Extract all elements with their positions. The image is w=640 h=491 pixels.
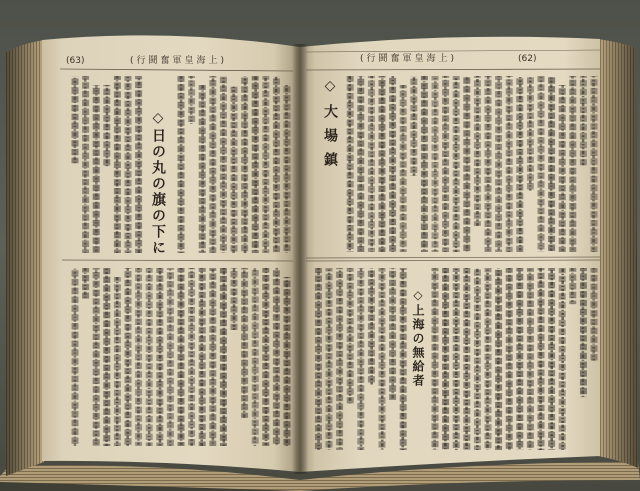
right-page-number: (62) bbox=[518, 54, 537, 64]
section-heading-left: ◇日の丸の旗の下に bbox=[150, 110, 166, 256]
spine-shadow bbox=[292, 44, 308, 474]
left-running-title: (行鬪奮軍皇海上) bbox=[130, 56, 228, 66]
right-running-title: (行鬪奮軍皇海上) bbox=[360, 54, 458, 64]
right-edges-shade bbox=[598, 39, 638, 468]
section-heading-right-bottom: ◇上海の無給者 bbox=[411, 288, 425, 388]
section-heading-right-top: ◇大場鎮 bbox=[322, 78, 338, 176]
left-page-number: (63) bbox=[66, 56, 85, 66]
left-edges-shade bbox=[6, 40, 44, 476]
